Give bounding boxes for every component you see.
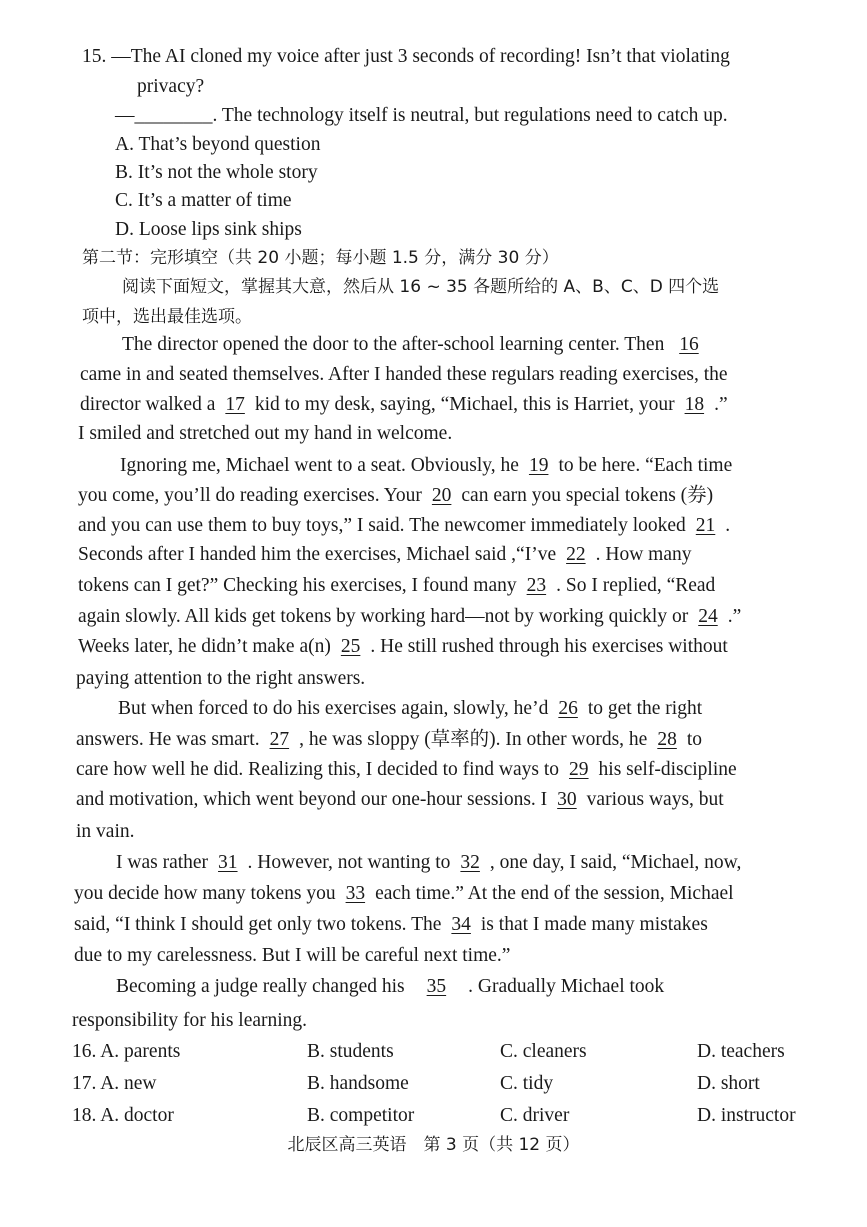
blank-35: 35 — [426, 976, 447, 997]
blank-17: 17 — [225, 394, 245, 415]
passage-line: Ignoring me, Michael went to a seat. Obviously, he 19 to be here. “Each time — [120, 455, 733, 476]
blank-23: 23 — [526, 575, 547, 596]
passage-line: care how well he did. Realizing this, I decided to find ways to 29 his self-discipline — [76, 759, 737, 780]
blank-31: 31 — [218, 852, 238, 873]
q15-response — [115, 104, 728, 128]
blank-34: 34 — [451, 914, 471, 935]
answer-16-a: 16. A. parents — [72, 1041, 181, 1062]
passage-line: Weeks later, he didn’t make a(n) 25 . He still rushed through his exercises without — [78, 636, 728, 657]
passage-line: I smiled and stretched out my hand in welcome. — [78, 423, 453, 444]
passage-line: Becoming a judge really changed his 35 . Gradually Michael took — [116, 976, 665, 997]
q15-blank: —________ — [115, 105, 213, 126]
blank-29: 29 — [569, 759, 589, 780]
q15-number: 15. — [82, 46, 107, 67]
blank-18: 18 — [684, 394, 705, 415]
q15-line2: privacy? — [137, 76, 205, 97]
passage-line: paying attention to the right answers. — [76, 668, 366, 689]
blank-21: 21 — [695, 515, 716, 536]
blank-19: 19 — [528, 455, 549, 476]
q15-option-b: B. It’s not the whole story — [115, 162, 318, 183]
passage-line: responsibility for his learning. — [72, 1010, 308, 1031]
passage-line: The director opened the door to the after-school learning center. Then 16 — [122, 333, 709, 357]
passage-line: came in and seated themselves. After I handed these regulars reading exercises, the — [80, 364, 728, 385]
answer-18-b: B. competitor — [307, 1105, 415, 1126]
blank-32: 32 — [460, 852, 480, 873]
answer-16-d: D. teachers — [697, 1041, 785, 1062]
answer-16-c: C. cleaners — [500, 1041, 587, 1062]
q15-option-d: D. Loose lips sink ships — [115, 219, 302, 240]
passage-line: tokens can I get?” Checking his exercises, I found many 23 . So I replied, “Read — [78, 575, 716, 596]
answer-17-b: B. handsome — [307, 1073, 409, 1094]
q15-option-a: A. That’s beyond question — [115, 134, 321, 155]
answer-18-d: D. instructor — [697, 1105, 796, 1126]
passage-line: said, “I think I should get only two tokens. The 34 is that I made many mistakes — [74, 914, 708, 935]
passage-line: again slowly. All kids get tokens by working hard—not by working quickly or 24 .” — [78, 606, 742, 627]
blank-27: 27 — [269, 729, 290, 750]
answer-17-c: C. tidy — [500, 1073, 554, 1094]
blank-26: 26 — [558, 698, 578, 719]
section-instruction-1: 阅读下面短文，掌握其大意，然后从 16 ~ 35 各题所给的 A、B、C、D 四个选 — [122, 277, 720, 297]
passage-line: But when forced to do his exercises again, slowly, he’d 26 to get the right — [118, 698, 703, 719]
blank-24: 24 — [698, 606, 718, 627]
q15-response-text: . The technology itself is neutral, but regulations need to catch up. — [212, 105, 728, 126]
passage-line: I was rather 31 . However, not wanting to 32 , one day, I said, “Michael, now, — [116, 852, 742, 873]
passage-line: answers. He was smart. 27 , he was sloppy (草率的). In other words, he 28 to — [76, 729, 702, 750]
q15-prompt: —The AI cloned my voice after just 3 seconds of recording! Isn’t that violating — [111, 46, 730, 67]
blank-30: 30 — [557, 789, 577, 810]
blank-22: 22 — [566, 544, 586, 565]
section-heading: 第二节：完形填空（共 20 小题；每小题 1.5 分，满分 30 分） — [82, 248, 559, 268]
answer-16-b: B. students — [307, 1041, 394, 1062]
passage-line: due to my carelessness. But I will be careful next time.” — [74, 945, 511, 966]
passage-line: in vain. — [76, 821, 135, 842]
passage-line: Seconds after I handed him the exercises, Michael said ,“I’ve 22 . How many — [78, 544, 692, 565]
q15-line1 — [82, 45, 730, 69]
q15-option-c: C. It’s a matter of time — [115, 190, 292, 211]
answer-17-a: 17. A. new — [72, 1073, 157, 1094]
blank-28: 28 — [657, 729, 677, 750]
blank-25: 25 — [340, 636, 361, 657]
blank-33: 33 — [345, 883, 366, 904]
passage-line: you come, you’ll do reading exercises. Your 20 can earn you special tokens (券) — [78, 485, 714, 506]
page-footer: 北辰区高三英语 第 3 页（共 12 页） — [287, 1135, 580, 1155]
blank-16: 16 — [679, 334, 699, 355]
answer-18-a: 18. A. doctor — [72, 1105, 174, 1126]
passage-line: director walked a 17 kid to my desk, saying, “Michael, this is Harriet, your 18 .” — [80, 394, 728, 415]
answer-18-c: C. driver — [500, 1105, 570, 1126]
passage-line: and you can use them to buy toys,” I said. The newcomer immediately looked 21 . — [78, 515, 731, 536]
section-instruction-2: 项中，选出最佳选项。 — [82, 307, 252, 327]
blank-20: 20 — [431, 485, 452, 506]
passage-line: and motivation, which went beyond our one-hour sessions. I 30 various ways, but — [76, 789, 724, 810]
passage-line: you decide how many tokens you 33 each time.” At the end of the session, Michael — [74, 883, 734, 904]
answer-17-d: D. short — [697, 1073, 760, 1094]
